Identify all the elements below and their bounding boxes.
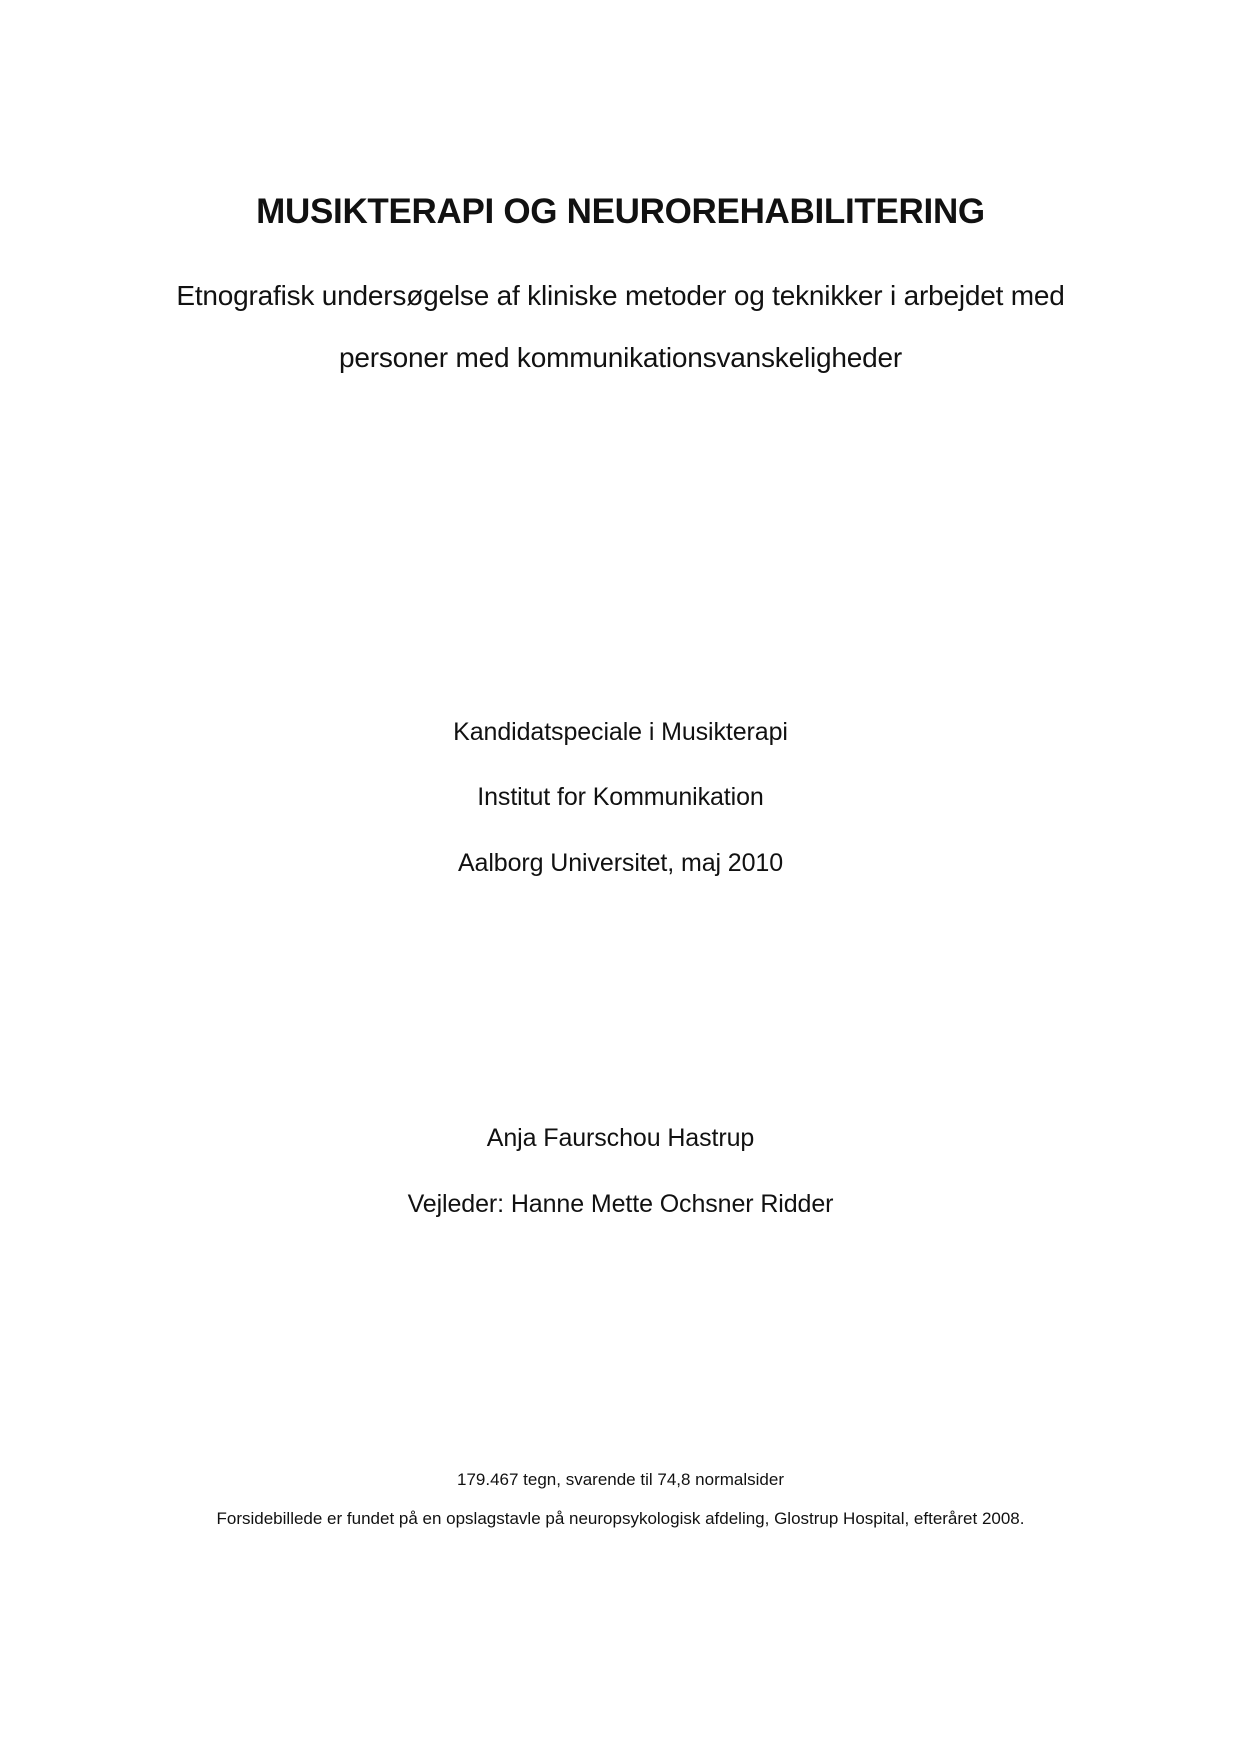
cover-image-credit: Forsidebillede er fundet på en opslagstavle på neuropsykologisk afdeling, Glostrup Hospital, efteråret 2008. — [216, 1509, 1025, 1528]
thesis-type: Kandidatspeciale i Musikterapi — [453, 718, 788, 746]
university-date: Aalborg Universitet, maj 2010 — [457, 849, 784, 877]
subtitle-line-2: personer med kommunikationsvanskeligheder — [339, 342, 902, 373]
department: Institut for Kommunikation — [477, 783, 764, 811]
author-name: Anja Faurschou Hastrup — [486, 1124, 755, 1152]
document-title: MUSIKTERAPI OG NEUROREHABILITERING — [256, 192, 985, 231]
subtitle-line-1: Etnografisk undersøgelse af kliniske metoder og teknikker i arbejdet med — [176, 280, 1065, 311]
character-count-note: 179.467 tegn, svarende til 74,8 normalsider — [457, 1470, 784, 1489]
supervisor-name: Vejleder: Hanne Mette Ochsner Ridder — [407, 1190, 834, 1218]
